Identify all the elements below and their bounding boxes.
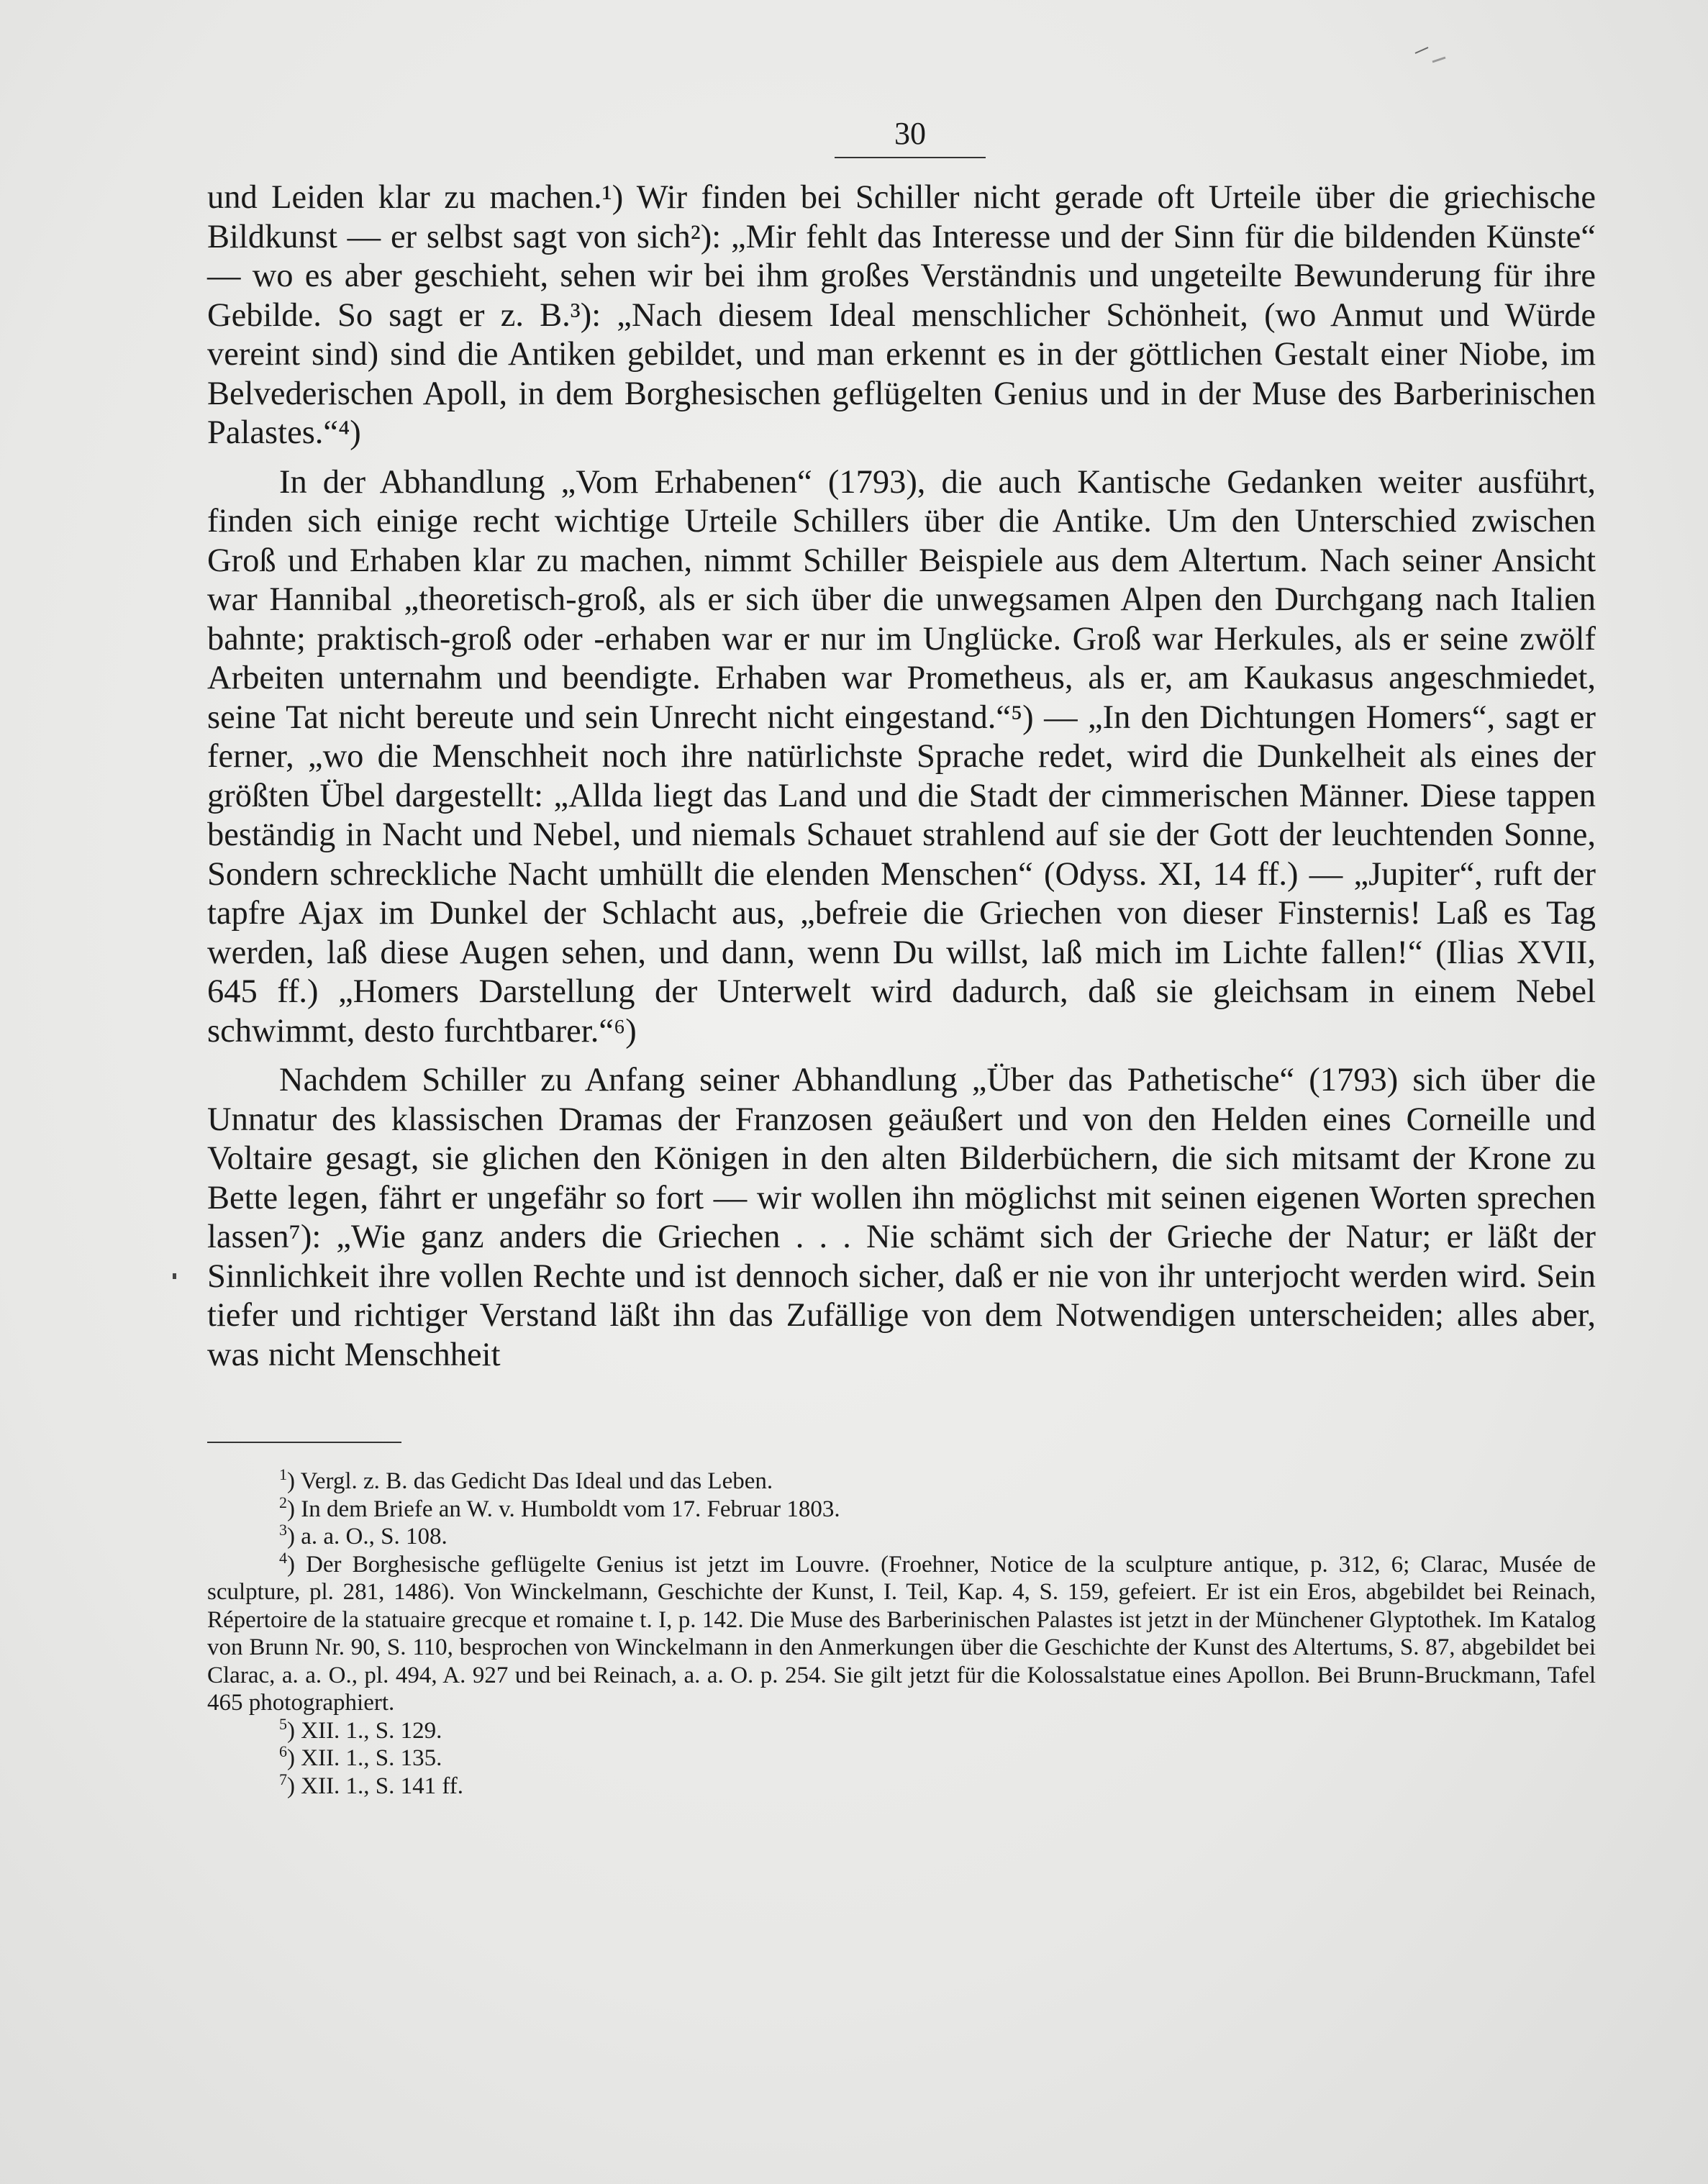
footnote-text: In dem Briefe an W. v. Humboldt vom 17. Februar 1803. [301, 1496, 840, 1522]
page-header [835, 115, 986, 158]
footnote-mark: 4 [279, 1548, 287, 1567]
footnote-1: $^1$) Vergl. z. B. das Gedicht Das Ideal und das Leben. [279, 1465, 773, 1494]
footnote-separator [207, 1442, 401, 1443]
footnote-mark: 3 [279, 1521, 287, 1539]
footnote-2: $^2$) In dem Briefe an W. v. Humboldt vom 17. Februar 1803. [279, 1493, 840, 1522]
main-text [207, 178, 1596, 1375]
footnote-text: XII. 1., S. 129. [301, 1717, 442, 1744]
footnote-mark: 5 [279, 1714, 287, 1733]
paragraph-2: In der Abhandlung „Vom Erhabenen“ (1793), die auch Kantische Gedanken weiter ausführt, finden sich einige recht wichtige Urteile Schillers über die Antike. Um den Unterschied zwischen Groß und Erhaben klar zu machen, nimmt Schiller Beispiele aus dem Altertum. Nach seiner Ansicht war Hannibal „theoretisch-groß, als er sich über die unwegsamen Alpen den Durchgang nach Italien bahnte; praktisch-groß oder -erhaben war er nur im Unglücke. Groß war Herkules, als er seine zwölf Arbeiten unternahm und beendigte. Erhaben war Prometheus, als er, am Kaukasus angeschmiedet, seine Tat nicht bereute und sein Unrecht nicht eingestand.“⁵) — „In den Dichtungen Homers“, sagt er ferner, „wo die Menschheit noch ihre natürlichste Sprache redet, wird die Dunkelheit als eines der größten Übel dargestellt: „Allda liegt das Land und die Stadt der cimmerischen Männer. Diese tappen beständig in Nacht und Nebel, und niemals Schauet strahlend auf sie der Gott der leuchtenden Sonne, Sondern schreckliche Nacht umhüllt die elenden Menschen“ (Odyss. XI, 14 ff.) — „Jupiter“, ruft der tapfre Ajax im Dunkel der Schlacht aus, „befreie die Griechen von dieser Finsternis! Laß es Tag werden, laß diese Augen sehen, und dann, wenn Du willst, laß mich im Lichte fallen!“ (Ilias XVII, 645 ff.) „Homers Darstellung der Unterwelt wird dadurch, daß sie gleichsam in einem Nebel schwimmt, desto furchtbarer.“⁶) [207, 463, 1596, 1050]
footnote-mark: 7 [279, 1770, 287, 1788]
footnote-text: Vergl. z. B. das Gedicht Das Ideal und das Leben. [300, 1468, 773, 1494]
footnote-mark: 1 [279, 1465, 287, 1483]
footnote-4: $^4$) Der Borghesische geflügelte Genius ist jetzt im Louvre. (Froehner, Notice de la sculpture antique, p. 312, 6; Clarac, Musée de sculpture, pl. 281, 1486). Von Winckelmann, Geschichte der Kunst, I. Teil, Kap. 4, S. 159, gefeiert. Er ist ein Eros, abgebildet bei Reinach, Répertoire de la statuaire grecque et romaine t. I, p. 142. Die Muse des Barberinischen Palastes ist jetzt in der Münchener Glyptothek. Im Katalog von Brunn Nr. 90, S. 110, besprochen von Winckelmann in den Anmerkungen über die Geschichte der Kunst des Altertums, S. 87, abgebildet bei Clarac, a. a. O., pl. 494, A. 927 und bei Reinach, a. a. O. p. 254. Sie gilt jetzt für die Kolossalstatue eines Apollon. Bei Brunn-Bruckmann, Tafel 465 photographiert. [207, 1548, 1596, 1716]
margin-mark [173, 1273, 176, 1279]
footnote-7: $^7$) XII. 1., S. 141 ff. [279, 1770, 464, 1799]
paragraph-3: Nachdem Schiller zu Anfang seiner Abhandlung „Über das Pathetische“ (1793) sich über die Unnatur des klassischen Dramas der Franzosen geäußert und von den Helden eines Corneille und Voltaire gesagt, sie glichen den Königen in den alten Bilderbüchern, die sich mitsamt der Krone zu Bette legen, fährt er ungefähr so fort — wir wollen ihn möglichst mit seinen eigenen Worten sprechen lassen⁷): „Wie ganz anders die Griechen . . . Nie schämt sich der Grieche der Natur; er läßt der Sinnlichkeit ihre vollen Rechte und ist dennoch sicher, daß er nie von ihr unterjocht werden wird. Sein tiefer und richtiger Verstand läßt ihn das Zufällige von dem Notwendigen unterscheiden; alles aber, was nicht Menschheit [207, 1062, 1596, 1373]
page-number: 30 [894, 116, 926, 151]
footnote-mark: 2 [279, 1493, 287, 1511]
footnote-text: Der Borghesische geflügelte Genius ist jetzt im Louvre. (Froehner, Notice de la sculpture antique, p. 312, 6; Clarac, Musée de sculpture, pl. 281, 1486). Von Winckelmann, Geschichte der Kunst, I. Teil, Kap. 4, S. 159, gefeiert. Er ist ein Eros, abgebildet bei Reinach, Répertoire de la statuaire grecque et romaine t. I, p. 142. Die Muse des Barberinischen Palastes ist jetzt in der Münchener Glyptothek. Im Katalog von Brunn Nr. 90, S. 110, besprochen von Winckelmann in den Anmerkungen über die Geschichte der Kunst des Altertums, S. 87, abgebildet bei Clarac, a. a. O., pl. 494, A. 927 und bei Reinach, a. a. O. p. 254. Sie gilt jetzt für die Kolossalstatue eines Apollon. Bei Brunn-Bruckmann, Tafel 465 photographiert. [207, 1551, 1596, 1716]
footnote-text: a. a. O., S. 108. [301, 1524, 448, 1550]
footnote-5: $^5$) XII. 1., S. 129. [279, 1714, 442, 1744]
footnote-6: $^6$) XII. 1., S. 135. [279, 1742, 442, 1771]
footnote-mark: 6 [279, 1742, 287, 1760]
footnote-text: XII. 1., S. 135. [301, 1745, 442, 1771]
paper-speck-marks [1414, 22, 1457, 65]
paragraph-1: und Leiden klar zu machen.¹) Wir finden bei Schiller nicht gerade oft Urteile über die griechische Bildkunst — er selbst sagt von sich²): „Mir fehlt das Interesse und der Sinn für die bildenden Künste“ — wo es aber geschieht, sehen wir bei ihm großes Verständnis und ungeteilte Bewunderung für ihre Gebilde. So sagt er z. B.³): „Nach diesem Ideal menschlicher Schönheit, (wo Anmut und Würde vereint sind) sind die Antiken gebildet, und man erkennt es in der göttlichen Gestalt einer Niobe, im Belvederischen Apoll, in dem Borghesischen geflügelten Genius und in der Muse des Barberinischen Palastes.“⁴) [207, 179, 1596, 451]
footnotes [207, 1465, 1596, 1800]
header-rule [835, 157, 986, 158]
footnote-3: $^3$) a. a. O., S. 108. [279, 1521, 448, 1550]
footnote-text: XII. 1., S. 141 ff. [301, 1773, 464, 1799]
